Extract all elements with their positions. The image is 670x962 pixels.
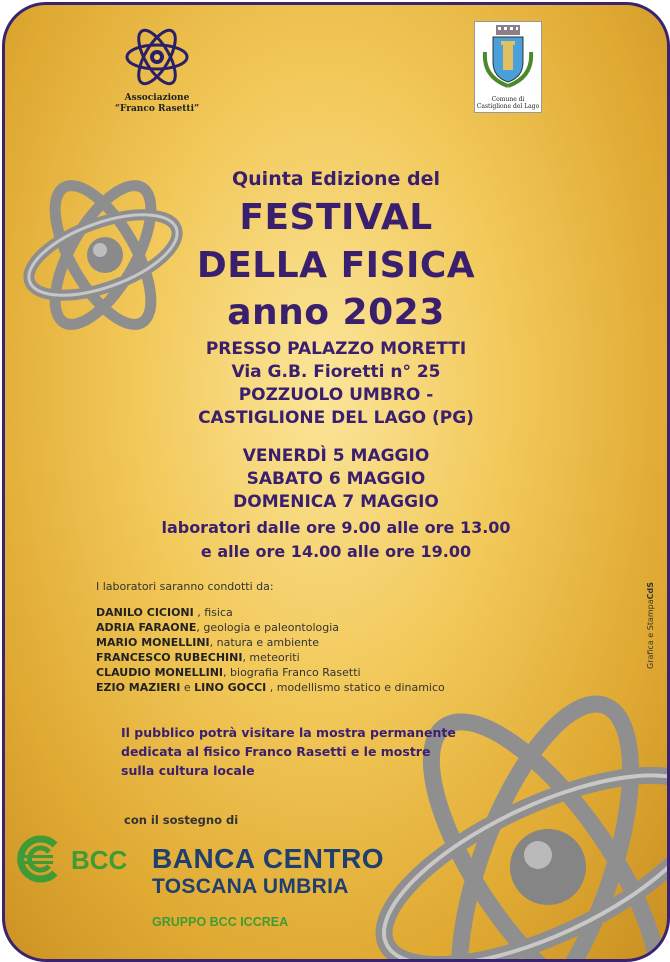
support-label: con il sostegno di <box>124 813 239 827</box>
lab-item <box>96 620 516 635</box>
lab-topic: , natura e ambiente <box>209 636 319 649</box>
notice-line: Il pubblico potrà visitare la mostra permanente <box>121 725 456 740</box>
bcc-short: BCC <box>71 845 128 875</box>
venue-line: POZZUOLO UMBRO - <box>238 385 434 405</box>
lab-item <box>96 680 516 695</box>
venue-line: Via G.B. Fioretti n° 25 <box>231 362 441 382</box>
hours-block <box>5 516 667 564</box>
lab-item <box>96 650 516 665</box>
festival-year: anno 2023 <box>227 292 445 333</box>
hours-line: e alle ore 14.00 alle ore 19.00 <box>200 542 472 561</box>
labs-list <box>96 605 516 695</box>
crest-icon <box>475 22 541 92</box>
notice-line: sulla cultura locale <box>121 763 255 778</box>
association-line2: “Franco Rasetti” <box>114 104 200 114</box>
venue-line: PRESSO PALAZZO MORETTI <box>205 339 467 359</box>
lab-leader-name: DANILO CICIONI <box>96 606 194 619</box>
lab-item <box>96 635 516 650</box>
print-credit <box>646 582 655 669</box>
bank-name-line2: TOSCANA UMBRIA <box>152 875 349 898</box>
lab-topic: , modellismo statico e dinamico <box>266 681 445 694</box>
poster <box>2 2 670 962</box>
festival-title-line1: FESTIVAL <box>239 197 433 238</box>
municipality-line1: Comune di <box>491 96 525 103</box>
venue-line: CASTIGLIONE DEL LAGO (PG) <box>198 408 474 428</box>
bcc-logo-icon <box>15 833 67 885</box>
credit-brand: CdS <box>646 582 655 600</box>
lab-item <box>96 665 516 680</box>
lab-topic: , biografia Franco Rasetti <box>223 666 361 679</box>
festival-title-line2: DELLA FISICA <box>196 245 476 286</box>
lab-leader-name: FRANCESCO RUBECHINI <box>96 651 243 664</box>
edition-subtitle: Quinta Edizione del <box>232 168 440 190</box>
lab-leader-name: CLAUDIO MONELLINI <box>96 666 224 679</box>
labs-intro: I laboratori saranno condotti da: <box>96 580 274 593</box>
association-line1: Associazione <box>124 93 190 103</box>
lab-topic: , meteoriti <box>242 651 300 664</box>
venue-block <box>5 338 667 430</box>
lab-topic: , geologia e paleontologia <box>196 621 340 634</box>
dates-block <box>5 445 667 514</box>
lab-leader-name: ADRIA FARAONE <box>96 621 197 634</box>
municipality-crest-box <box>474 21 542 113</box>
lab-topic: , fisica <box>193 606 233 619</box>
association-logo-icon <box>122 23 192 91</box>
date-line: VENERDÌ 5 MAGGIO <box>242 446 430 466</box>
notice-line: dedicata al fisico Franco Rasetti e le mostre <box>121 744 431 759</box>
credit-label: Grafica e Stampa <box>646 599 655 669</box>
date-line: DOMENICA 7 MAGGIO <box>233 492 439 512</box>
lab-item <box>96 605 516 620</box>
hours-line: laboratori dalle ore 9.00 alle ore 13.00 <box>161 518 511 537</box>
date-line: SABATO 6 MAGGIO <box>246 469 426 489</box>
association-caption <box>102 93 212 115</box>
bank-name-line1: BANCA CENTRO <box>152 843 385 874</box>
bank-group: GRUPPO BCC ICCREA <box>152 915 289 929</box>
municipality-line2: Castiglione del Lago <box>476 103 540 110</box>
lab-leader-name: EZIO MAZIERI <box>96 681 181 694</box>
lab-leader-name: LINO GOCCI <box>194 681 267 694</box>
municipality-caption <box>475 96 541 110</box>
lab-topic: e <box>180 681 195 694</box>
exhibition-notice <box>121 723 456 780</box>
lab-leader-name: MARIO MONELLINI <box>96 636 210 649</box>
